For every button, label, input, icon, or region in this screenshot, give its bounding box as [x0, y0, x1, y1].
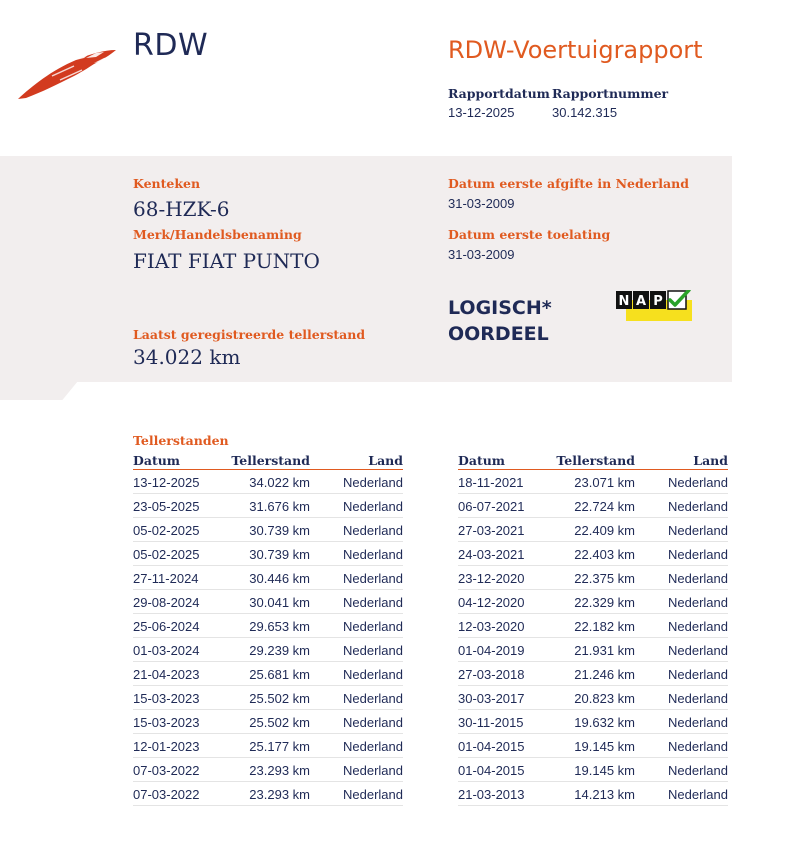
- readings-title: Tellerstanden: [133, 433, 229, 448]
- reading-date: 01-04-2015: [458, 758, 553, 782]
- readings-table-right: [458, 451, 728, 806]
- reading-country: Nederland: [310, 542, 403, 566]
- table-row: [133, 782, 403, 806]
- reading-km: 30.739 km: [228, 518, 310, 542]
- reading-date: 05-02-2025: [133, 518, 228, 542]
- reading-km: 22.724 km: [553, 494, 635, 518]
- reading-date: 27-11-2024: [133, 566, 228, 590]
- reading-km: 34.022 km: [228, 470, 310, 494]
- table-row: [458, 734, 728, 758]
- reading-date: 07-03-2022: [133, 758, 228, 782]
- table-row: [458, 686, 728, 710]
- table-row: [133, 518, 403, 542]
- table-row: [133, 614, 403, 638]
- reading-date: 18-11-2021: [458, 470, 553, 494]
- reading-date: 01-04-2015: [458, 734, 553, 758]
- reading-km: 29.239 km: [228, 638, 310, 662]
- reading-country: Nederland: [310, 566, 403, 590]
- reading-km: 21.246 km: [553, 662, 635, 686]
- reading-date: 27-03-2021: [458, 518, 553, 542]
- reading-km: 23.071 km: [553, 470, 635, 494]
- table-row: [458, 494, 728, 518]
- table-row: [458, 470, 728, 494]
- report-date-value: 13-12-2025: [448, 105, 515, 120]
- report-number-value: 30.142.315: [552, 105, 618, 120]
- reading-date: 27-03-2018: [458, 662, 553, 686]
- report-date-label: Rapportdatum: [448, 86, 550, 101]
- first-nl-value: 31-03-2009: [448, 196, 515, 211]
- reading-km: 23.293 km: [228, 782, 310, 806]
- nap-letter-n: N: [618, 294, 630, 309]
- table-row: [458, 590, 728, 614]
- reading-km: 30.446 km: [228, 566, 310, 590]
- table-row: [458, 542, 728, 566]
- header-km: Tellerstand: [228, 451, 310, 470]
- reading-date: 06-07-2021: [458, 494, 553, 518]
- header-date: Datum: [133, 451, 228, 470]
- header-country: Land: [635, 451, 728, 470]
- reading-date: 30-03-2017: [458, 686, 553, 710]
- table-header-row: [133, 451, 403, 470]
- reading-country: Nederland: [310, 638, 403, 662]
- reading-country: Nederland: [635, 686, 728, 710]
- first-nl-label: Datum eerste afgifte in Nederland: [448, 176, 689, 191]
- reading-date: 07-03-2022: [133, 782, 228, 806]
- verdict-line-1: LOGISCH*: [448, 297, 552, 319]
- plate-value: 68-HZK-6: [133, 197, 230, 221]
- reading-date: 01-03-2024: [133, 638, 228, 662]
- table-row: [133, 590, 403, 614]
- odometer-value: 34.022 km: [133, 345, 241, 369]
- reading-km: 19.145 km: [553, 758, 635, 782]
- table-row: [458, 758, 728, 782]
- header-km: Tellerstand: [553, 451, 635, 470]
- reading-date: 23-05-2025: [133, 494, 228, 518]
- table-row: [458, 614, 728, 638]
- reading-km: 19.632 km: [553, 710, 635, 734]
- reading-date: 24-03-2021: [458, 542, 553, 566]
- first-admission-value: 31-03-2009: [448, 247, 515, 262]
- table-row: [458, 662, 728, 686]
- table-row: [133, 758, 403, 782]
- reading-country: Nederland: [310, 758, 403, 782]
- reading-km: 19.145 km: [553, 734, 635, 758]
- table-row: [133, 662, 403, 686]
- reading-date: 25-06-2024: [133, 614, 228, 638]
- reading-km: 22.329 km: [553, 590, 635, 614]
- reading-country: Nederland: [635, 758, 728, 782]
- reading-km: 22.403 km: [553, 542, 635, 566]
- reading-date: 15-03-2023: [133, 710, 228, 734]
- table-row: [133, 542, 403, 566]
- reading-country: Nederland: [635, 638, 728, 662]
- reading-country: Nederland: [310, 518, 403, 542]
- reading-country: Nederland: [310, 710, 403, 734]
- reading-date: 05-02-2025: [133, 542, 228, 566]
- reading-km: 22.182 km: [553, 614, 635, 638]
- reading-date: 12-01-2023: [133, 734, 228, 758]
- reading-country: Nederland: [635, 566, 728, 590]
- reading-country: Nederland: [635, 590, 728, 614]
- reading-km: 14.213 km: [553, 782, 635, 806]
- brand-name: RDW: [133, 28, 209, 63]
- table-row: [133, 638, 403, 662]
- readings-table-left: [133, 451, 403, 806]
- reading-date: 21-04-2023: [133, 662, 228, 686]
- reading-country: Nederland: [635, 542, 728, 566]
- header-date: Datum: [458, 451, 553, 470]
- reading-km: 30.041 km: [228, 590, 310, 614]
- panel-tab: [0, 381, 78, 400]
- reading-date: 01-04-2019: [458, 638, 553, 662]
- reading-date: 12-03-2020: [458, 614, 553, 638]
- reading-date: 13-12-2025: [133, 470, 228, 494]
- reading-km: 22.375 km: [553, 566, 635, 590]
- nap-logo: [616, 290, 692, 321]
- reading-km: 30.739 km: [228, 542, 310, 566]
- report-title: RDW-Voertuigrapport: [448, 36, 703, 64]
- nap-letter-p: P: [653, 294, 663, 309]
- table-row: [458, 566, 728, 590]
- reading-country: Nederland: [310, 686, 403, 710]
- reading-country: Nederland: [635, 662, 728, 686]
- table-row: [133, 710, 403, 734]
- reading-km: 31.676 km: [228, 494, 310, 518]
- reading-country: Nederland: [635, 782, 728, 806]
- reading-date: 23-12-2020: [458, 566, 553, 590]
- reading-country: Nederland: [635, 470, 728, 494]
- plate-label: Kenteken: [133, 176, 201, 191]
- reading-date: 29-08-2024: [133, 590, 228, 614]
- table-row: [133, 734, 403, 758]
- make-value: FIAT FIAT PUNTO: [133, 249, 320, 273]
- reading-country: Nederland: [310, 590, 403, 614]
- reading-country: Nederland: [635, 494, 728, 518]
- reading-country: Nederland: [310, 782, 403, 806]
- table-row: [133, 470, 403, 494]
- reading-date: 30-11-2015: [458, 710, 553, 734]
- reading-country: Nederland: [635, 734, 728, 758]
- make-label: Merk/Handelsbenaming: [133, 227, 302, 242]
- table-row: [133, 686, 403, 710]
- checkmark-icon: [668, 290, 689, 309]
- reading-km: 20.823 km: [553, 686, 635, 710]
- table-row: [458, 638, 728, 662]
- verdict: [448, 295, 552, 347]
- nap-letter-a: A: [635, 294, 647, 309]
- report-number-label: Rapportnummer: [552, 86, 669, 101]
- table-row: [458, 782, 728, 806]
- table-row: [133, 566, 403, 590]
- header-country: Land: [310, 451, 403, 470]
- verdict-line-2: OORDEEL: [448, 323, 549, 345]
- reading-km: 25.502 km: [228, 686, 310, 710]
- rdw-wing-logo-icon: [18, 46, 118, 102]
- reading-km: 21.931 km: [553, 638, 635, 662]
- reading-country: Nederland: [635, 614, 728, 638]
- reading-country: Nederland: [310, 470, 403, 494]
- reading-km: 25.177 km: [228, 734, 310, 758]
- reading-date: 04-12-2020: [458, 590, 553, 614]
- reading-date: 15-03-2023: [133, 686, 228, 710]
- reading-country: Nederland: [635, 710, 728, 734]
- table-row: [133, 494, 403, 518]
- reading-km: 23.293 km: [228, 758, 310, 782]
- reading-country: Nederland: [635, 518, 728, 542]
- first-admission-label: Datum eerste toelating: [448, 227, 611, 242]
- table-header-row: [458, 451, 728, 470]
- odometer-label: Laatst geregistreerde tellerstand: [133, 327, 366, 342]
- reading-km: 22.409 km: [553, 518, 635, 542]
- table-row: [458, 710, 728, 734]
- reading-country: Nederland: [310, 662, 403, 686]
- reading-km: 29.653 km: [228, 614, 310, 638]
- reading-country: Nederland: [310, 614, 403, 638]
- reading-country: Nederland: [310, 494, 403, 518]
- reading-km: 25.681 km: [228, 662, 310, 686]
- reading-km: 25.502 km: [228, 710, 310, 734]
- reading-country: Nederland: [310, 734, 403, 758]
- reading-date: 21-03-2013: [458, 782, 553, 806]
- table-row: [458, 518, 728, 542]
